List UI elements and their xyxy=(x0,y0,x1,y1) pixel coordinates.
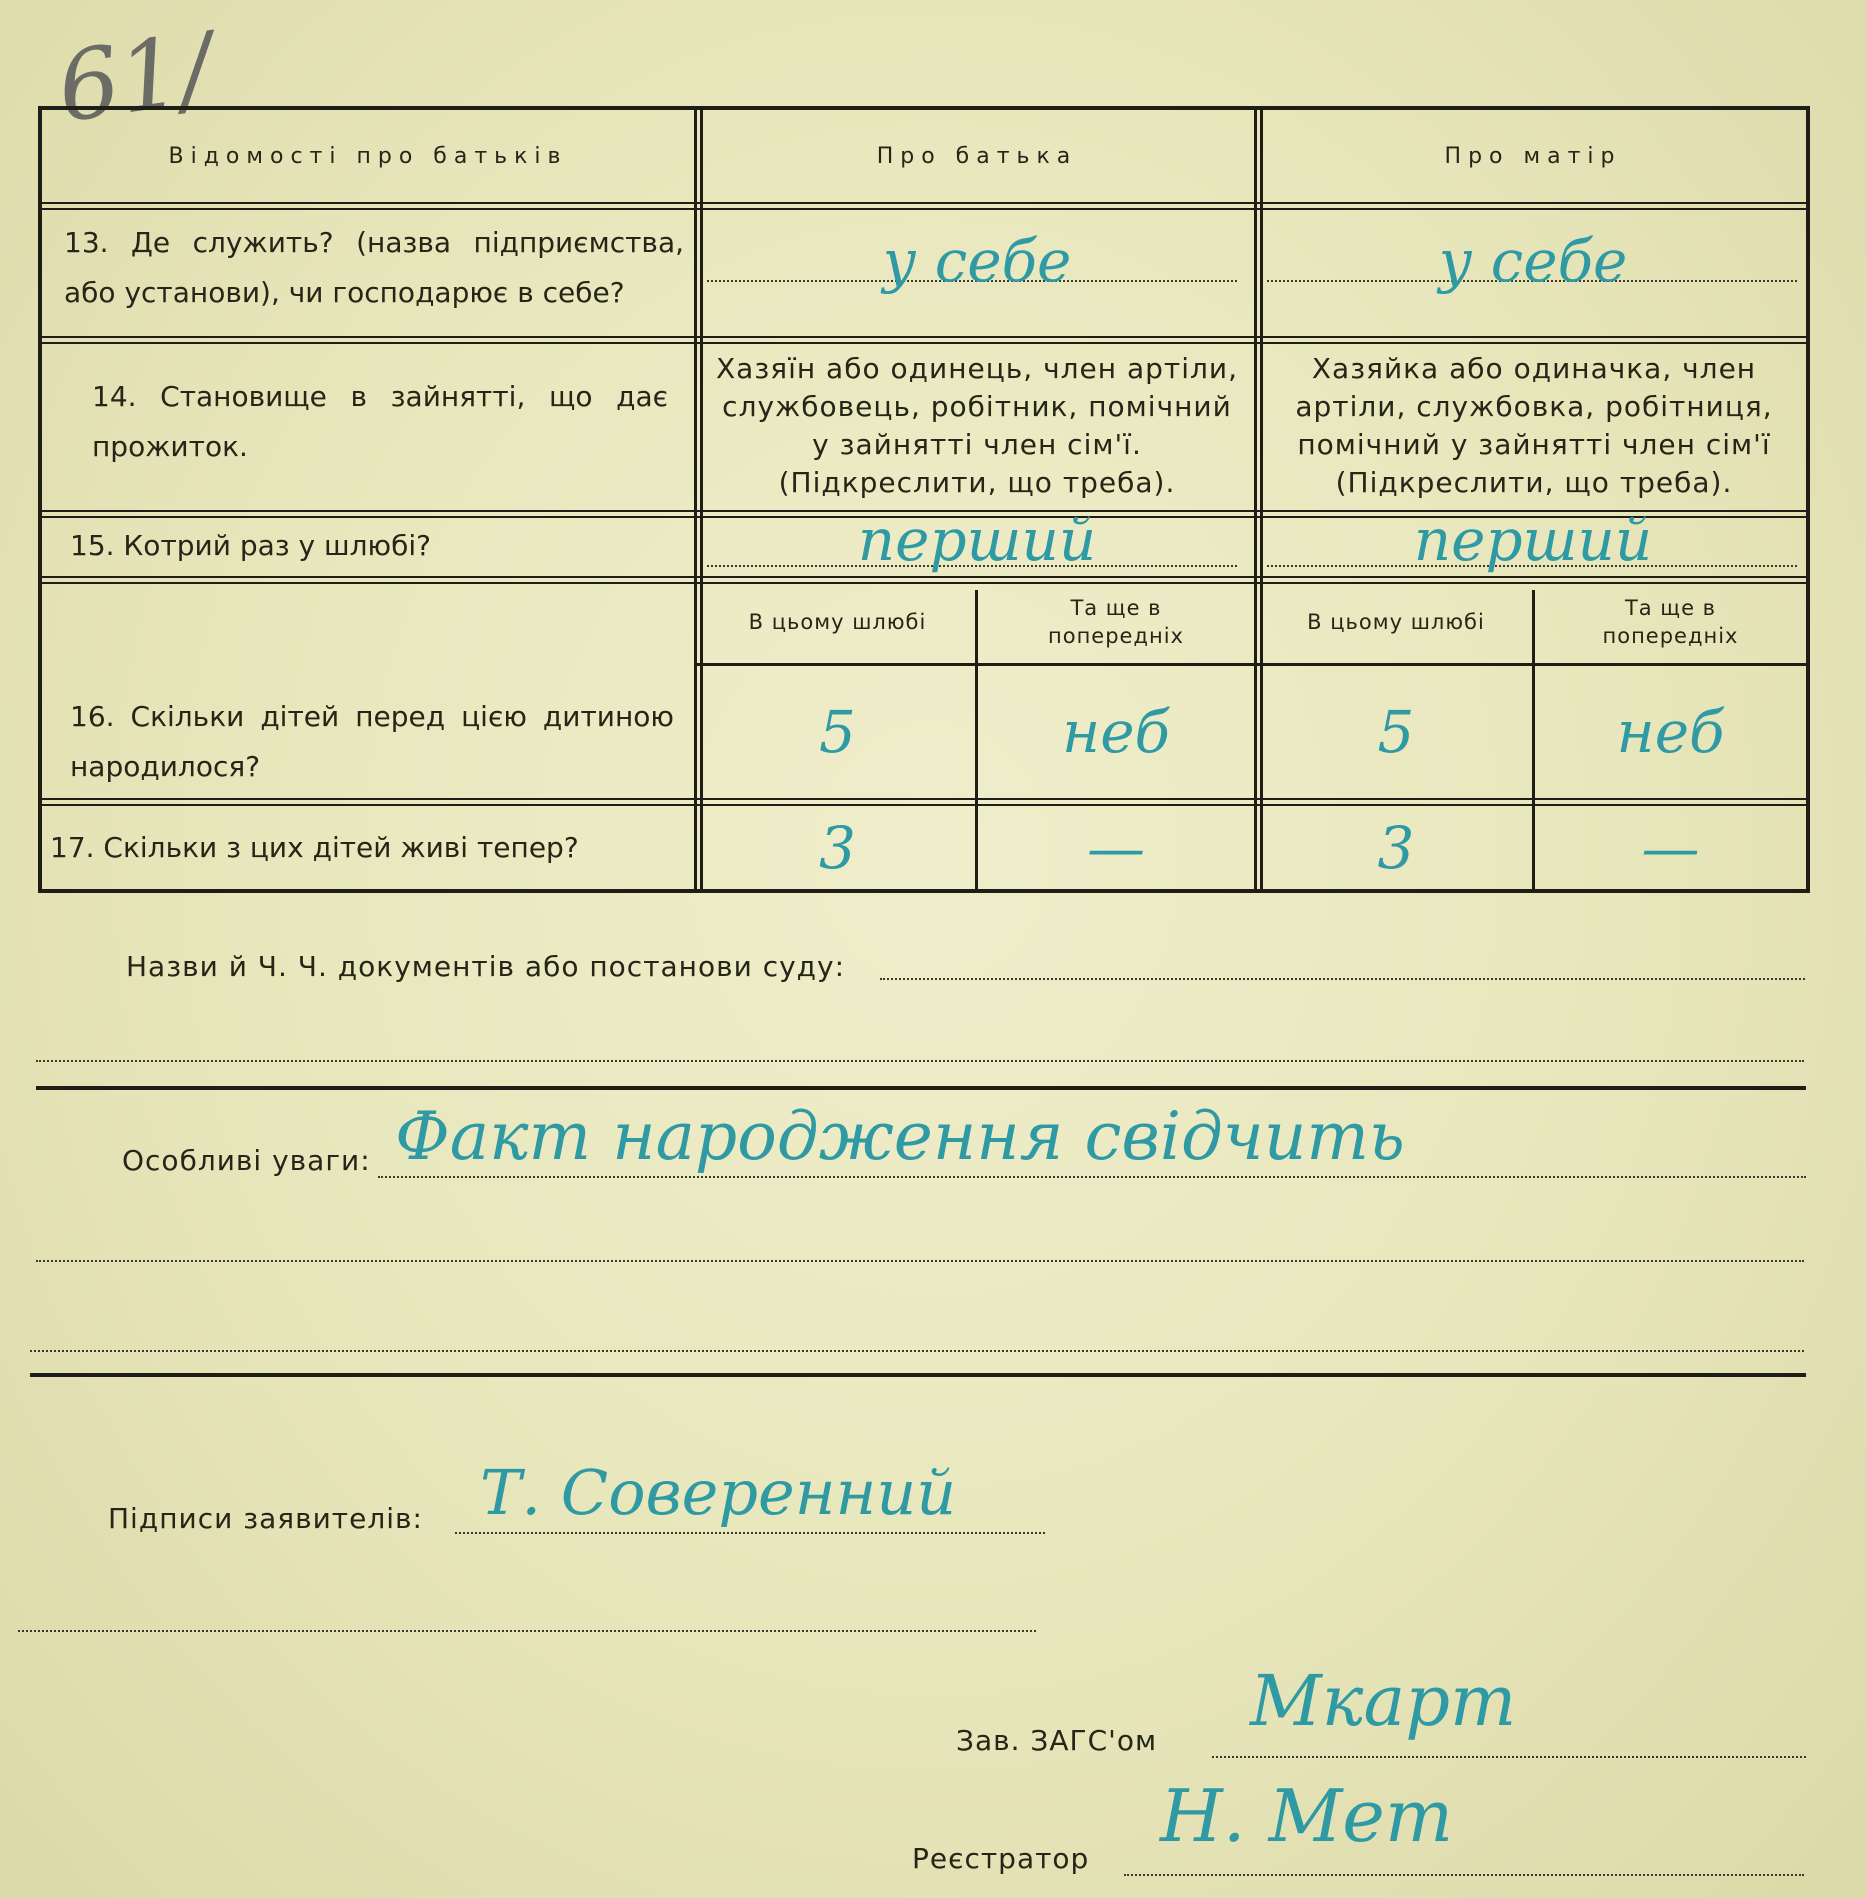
remarks-value: Факт народження свідчить xyxy=(395,1098,1405,1175)
applicant-label: Підписи заявителів: xyxy=(108,1502,423,1535)
table-divider xyxy=(1254,110,1257,893)
header-mother: Про матір xyxy=(1444,143,1622,169)
applicant-line-2 xyxy=(18,1630,1036,1632)
mother-this-marriage-header: В цьому шлюбі xyxy=(1307,610,1485,634)
mother-children-prev: неб xyxy=(1616,698,1725,766)
registrar-signature: Н. Мет xyxy=(1160,1774,1454,1858)
question-17: 17. Скільки з цих дітей живі тепер? xyxy=(50,831,579,864)
mother-previous-header: Та ще в попередніх xyxy=(1602,596,1739,648)
father-marriage-count: перший xyxy=(857,506,1097,574)
question-14: 14. Становище в зайнятті, що дає прожиток. xyxy=(92,380,668,463)
remarks-label: Особливі уваги: xyxy=(122,1144,371,1177)
table-rule xyxy=(42,576,1806,578)
father-occupation-options: Хазяїн або одинець, член артіли, службовець, робітник, помічний у зайнятті член сім'ї. (Підкреслити, що треба). xyxy=(716,352,1238,499)
table-rule xyxy=(42,202,1806,204)
father-workplace: у себе xyxy=(882,227,1072,295)
parents-info-table xyxy=(38,106,1810,893)
table-divider xyxy=(694,110,697,893)
mother-children-this: 5 xyxy=(1377,698,1415,766)
mother-marriage-count: перший xyxy=(1413,506,1653,574)
head-line xyxy=(1212,1756,1806,1758)
registrar-label: Реєстратор xyxy=(912,1842,1090,1875)
question-13: 13. Де служить? (назва підприємства, або установи), чи господарює в себе? xyxy=(64,226,684,309)
head-label: Зав. ЗАГС'ом xyxy=(956,1724,1158,1757)
table-rule xyxy=(42,798,1806,800)
mother-living-prev: — xyxy=(1641,814,1700,882)
documents-line-2 xyxy=(36,1060,1804,1062)
applicant-line xyxy=(455,1532,1045,1534)
father-this-marriage-header: В цьому шлюбі xyxy=(748,610,927,634)
header-father: Про батька xyxy=(876,143,1078,169)
documents-label: Назви й Ч. Ч. документів або постанови суду: xyxy=(126,950,846,983)
registrar-line xyxy=(1124,1874,1804,1876)
remarks-line xyxy=(378,1176,1806,1178)
question-16: 16. Скільки дітей перед цією дитиною народилося? xyxy=(70,700,674,783)
section-rule xyxy=(36,1086,1806,1090)
mother-living-this: 3 xyxy=(1377,814,1415,882)
mother-occupation-options: Хазяйка або одиначка, член артіли, службовка, робітниця, помічний у зайнятті член сім'ї (Підкреслити, що треба). xyxy=(1295,352,1773,499)
remarks-line-2 xyxy=(36,1260,1804,1262)
father-previous-header: Та ще в попередніх xyxy=(1048,596,1184,648)
margin-note: 61/ xyxy=(50,11,220,145)
question-15: 15. Котрий раз у шлюбі? xyxy=(70,529,432,562)
father-children-this: 5 xyxy=(819,698,856,766)
header-info: Відомості про батьків xyxy=(168,143,568,169)
head-signature: Мкарт xyxy=(1250,1660,1517,1742)
father-living-this: 3 xyxy=(819,814,856,882)
mother-workplace: у себе xyxy=(1438,227,1628,295)
documents-line xyxy=(880,978,1805,980)
section-rule xyxy=(30,1373,1806,1377)
applicant-signature: Т. Соверенний xyxy=(480,1456,957,1529)
remarks-line-3 xyxy=(30,1350,1804,1352)
table-rule xyxy=(42,336,1806,338)
father-living-prev: — xyxy=(1087,814,1145,882)
father-children-prev: неб xyxy=(1062,698,1170,766)
